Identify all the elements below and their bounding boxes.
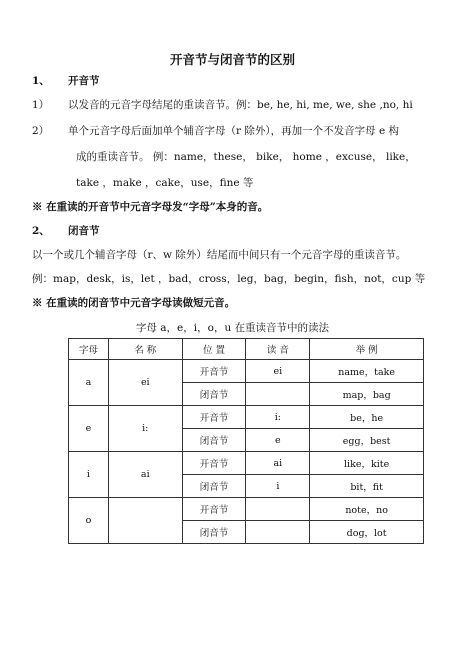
example-cell: map，bag	[310, 383, 424, 406]
example-cell: bit，fit	[310, 475, 424, 498]
table-row	[69, 498, 424, 521]
sound-cell	[246, 383, 310, 406]
table-row	[69, 360, 424, 383]
table-header-row	[69, 339, 424, 360]
name-cell	[108, 498, 182, 544]
sound-cell: e	[246, 429, 310, 452]
page-title: 开音节与闭音节的区别	[169, 52, 295, 67]
name-cell: ai	[108, 452, 182, 498]
section1-note: ※ 在重读的开音节中元音字母发“字母”本身的音。	[32, 201, 269, 213]
item2-text-line2: 成的重读音节。 例：name，these， bike， home ，excuse， like，	[76, 151, 416, 163]
example-cell: dog，lot	[310, 521, 424, 544]
table-caption: 字母 a，e，i，o，u 在重读音节中的读法	[135, 322, 330, 334]
section2-heading	[32, 224, 442, 238]
vowel-table	[68, 338, 424, 544]
table-row	[69, 406, 424, 429]
example-cell: be，he	[310, 406, 424, 429]
position-cell: 开音节	[182, 360, 246, 383]
letter-cell: a	[69, 360, 109, 406]
name-cell: ei	[108, 360, 182, 406]
position-cell: 开音节	[182, 406, 246, 429]
sound-cell: ai	[246, 452, 310, 475]
item1-number: 1）	[32, 99, 50, 111]
letter-cell: e	[69, 406, 109, 452]
item1-text: 以发音的元音字母结尾的重读音节。例：be, he, hi, me, we, she ,no, hi	[68, 99, 413, 111]
table-row	[69, 452, 424, 475]
header-example: 举 例	[310, 339, 424, 360]
position-cell: 闭音节	[182, 429, 246, 452]
section1-number: 1、	[32, 75, 50, 87]
sound-cell	[246, 498, 310, 521]
section2-line1: 以一个或几个辅音字母（r、w 除外）结尾而中间只有一个元音字母的重读音节。	[32, 249, 407, 261]
item2-text-line3: take ，make ，cake，use，fine 等	[76, 177, 254, 189]
section1-heading	[32, 74, 442, 88]
item2-text-line1: 单个元音字母后面加单个辅音字母（r 除外），再加一个不发音字母 e 构	[68, 125, 399, 137]
section2-line2: 例：map，desk，is，let ，bad，cross，leg，bag，begin，fish，not，cup 等	[32, 273, 426, 285]
section2-note: ※ 在重读的闭音节中元音字母读做短元音。	[32, 297, 236, 309]
sound-cell	[246, 521, 310, 544]
position-cell: 闭音节	[182, 383, 246, 406]
section1-title: 开音节	[68, 75, 100, 87]
position-cell: 开音节	[182, 452, 246, 475]
name-cell: i:	[108, 406, 182, 452]
position-cell: 开音节	[182, 498, 246, 521]
item2-number: 2）	[32, 125, 50, 137]
example-cell: egg，best	[310, 429, 424, 452]
position-cell: 闭音节	[182, 475, 246, 498]
sound-cell: i	[246, 475, 310, 498]
position-cell: 闭音节	[182, 521, 246, 544]
example-cell: like，kite	[310, 452, 424, 475]
letter-cell: i	[69, 452, 109, 498]
sound-cell: i:	[246, 406, 310, 429]
header-position: 位 置	[182, 339, 246, 360]
header-sound: 读 音	[246, 339, 310, 360]
section1-item1	[32, 98, 442, 112]
section1-item2	[32, 124, 442, 138]
letter-cell: o	[69, 498, 109, 544]
sound-cell: ei	[246, 360, 310, 383]
header-name: 名 称	[108, 339, 182, 360]
example-cell: name，take	[310, 360, 424, 383]
header-letter: 字母	[69, 339, 109, 360]
section2-title: 闭音节	[68, 225, 100, 237]
example-cell: note，no	[310, 498, 424, 521]
section2-number: 2、	[32, 225, 50, 237]
